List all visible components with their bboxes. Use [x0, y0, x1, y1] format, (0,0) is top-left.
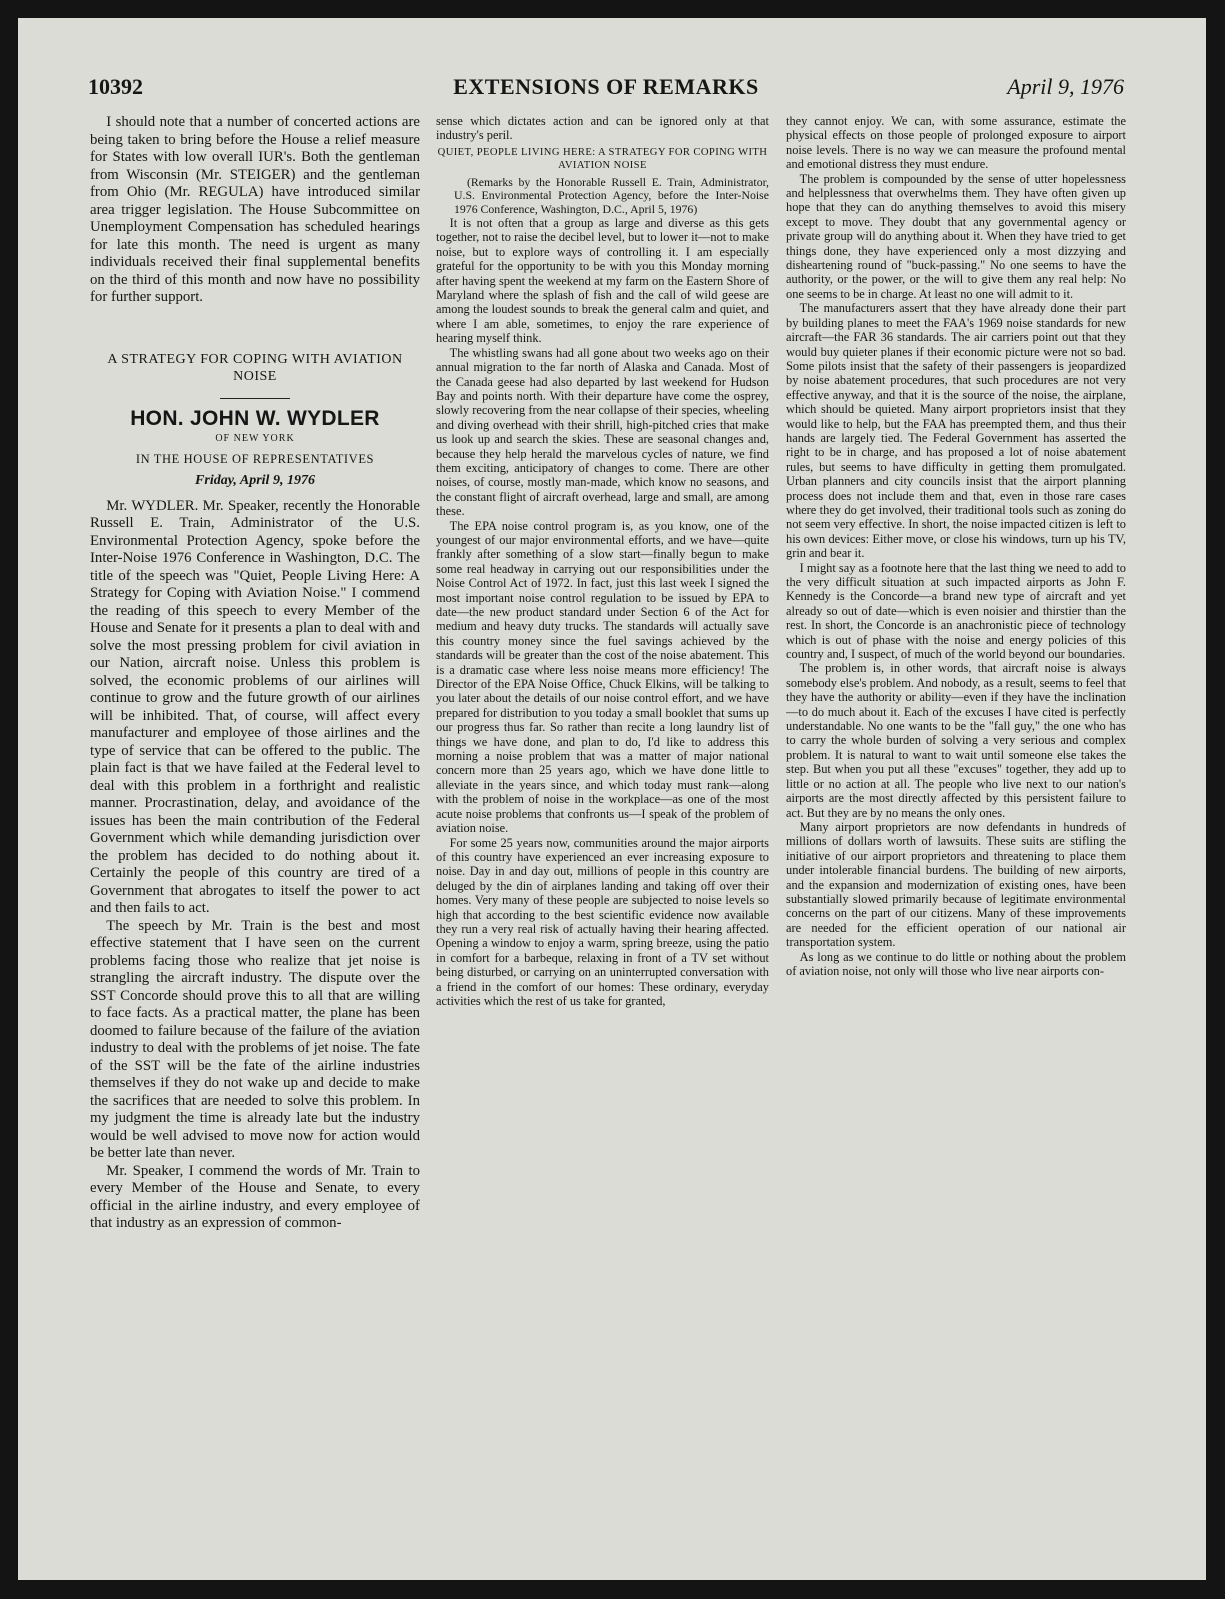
running-head	[88, 74, 1124, 110]
speech-date: Friday, April 9, 1976	[195, 473, 315, 488]
body-paragraph: I might say as a footnote here that the last thing we need to add to the very difficult situation at such impacted airports as John F. Kennedy is the Concorde—a brand new type of aircraft and yet already so out of date—which is even noisier and thirstier than the rest. In short, the Concorde is an anachronistic piece of technology which is out of phase with the noise and energy policies of this country and, I suspect, of much of the world beyond our boundaries.	[786, 560, 1126, 662]
header-date: April 9, 1976	[1007, 74, 1124, 99]
body-paragraph: The problem is, in other words, that aircraft noise is always somebody else's problem. And nobody, as a result, seems to feel that they have the authority or ability—even if they have the inclination—to do much about it. Each of the excuses I have cited is perfectly understandable. No one wants to be the "fall guy," the one who has to carry the whole burden of solving a very serious and complex problem. It is natural to want to wait until someone else takes the step. But when you put all these "excuses" together, they add up to little or no action at all. The people who live next to our nation's airports are the most directly affected by this persistent failure to act. But they are by no means the only ones.	[786, 661, 1126, 820]
body-paragraph: The speech by Mr. Train is the best and most effective statement that I have seen on the current problems facing those who realize that jet noise is strangling the aircraft industry. The dispute over the SST Concorde should prove this to all that are willing to face facts. As a practical matter, the plane has been doomed to failure because of the failure of the aviation industry to deal with the problems of jet noise. The fate of the SST will be the fate of the airline industries themselves if they do not wake up and decide to make the sacrifices that are needed to solve this problem. In my judgment the time is already late but the industry would be well advised to move now for action would be better late than never.	[90, 917, 420, 1161]
remarks-note: (Remarks by the Honorable Russell E. Train, Administrator, U.S. Environmental Protection Agency, before the Inter-Noise 1976 Conference, Washington, D.C., April 5, 1976)	[454, 174, 769, 216]
author-name: HON. JOHN W. WYDLER	[130, 406, 380, 430]
body-paragraph: Mr. Speaker, I commend the words of Mr. Train to every Member of the House and Senate, to every official in the airline industry, and every employee of that industry as an expression of common-	[90, 1162, 420, 1231]
body-paragraph: The EPA noise control program is, as you know, one of the youngest of our major environmental efforts, and we have—quite frankly after something of a slow start—finally begun to make some real headway in carrying out our responsibilities under the Noise Control Act of 1972. In fact, just this last week I signed the most important noise control regulation to be issued by EPA to date—the new product standard under Section 6 of the Act for medium and heavy duty trucks. The standards will actually save this country money since the fuel savings achieved by the standards will be greater than the cost of the noise abatement. This is a dramatic case where less noise means more efficiency! The Director of the EPA Noise Office, Chuck Elkins, will be talking to you later about the details of our noise control effort, and we have prepared for distribution to you today a small booklet that sums up our progress thus far. So rather than recite a long laundry list of things we have done, and plan to do, I'd like to address this morning a noise problem that was a matter of major national concern more than 25 years ago, which we have done little to alleviate in the years since, and which today must rank—along with the problem of noise in the workplace—as one of the most acute noise problems that confronts us—I speak of the problem of aviation noise.	[436, 518, 769, 836]
chamber-line: IN THE HOUSE OF REPRESENTATIVES	[135, 451, 375, 466]
column-2	[436, 114, 769, 1559]
section-title: EXTENSIONS OF REMARKS	[453, 74, 759, 99]
body-paragraph: Many airport proprietors are now defendants in hundreds of millions of dollars worth of lawsuits. These suits are stifling the initiative of our airport proprietors and threatening to place them under intolerable financial burdens. The building of new airports, and the expansion and modernization of existing ones, have been substantially slowed primarily because of legitimate environmental concerns on the part of our citizens. Many of these improvements are needed for the efficient operation of our national air transportation system.	[786, 819, 1126, 950]
body-paragraph: The whistling swans had all gone about two weeks ago on their annual migration to the far north of Alaska and Canada. Most of the Canada geese had also departed by last weekend for Hudson Bay and points north. With their departure have come the osprey, slowly recovering from the near collapse of their species, wheeling and diving overhead with their shrill, high-pitched cries that make us look up and search the skies. These are seasonal changes and, because they help herald the marvelous cycles of nature, we find them exciting, anticipatory of changes to come. There are other noises, of course, mostly man-made, which know no seasons, and the constant flight of aircraft overhead, large and small, are among these.	[436, 345, 769, 519]
body-paragraph: For some 25 years now, communities around the major airports of this country have experienced an ever increasing exposure to noise. Day in and day out, millions of people in this country are deluged by the din of airplanes landing and taking off over their homes. Very many of these people are subjected to noise levels so high that according to the best scientific evidence now available they run a very real risk of actually having their hearing affected. Opening a window to enjoy a warm, spring breeze, using the patio in comfort for a barbeque, relaxing in front of a TV set without being disturbed, or carrying on an uninterrupted conversation with a friend in the comfort of our homes: These ordinary, everyday activities which the rest of us take for granted,	[436, 835, 769, 1008]
body-paragraph: Mr. WYDLER. Mr. Speaker, recently the Honorable Russell E. Train, Administrator of the U.S. Environmental Protection Agency, spoke before the Inter-Noise 1976 Conference in Washington, D.C. The title of the speech was "Quiet, People Living Here: A Strategy for Coping with Aviation Noise." I commend the reading of this speech to every Member of the House and Senate for it presents a plan to deal with and solve the most pressing problem for civil aviation in our Nation, aircraft noise. Unless this problem is solved, the economic problems of our airlines will continue to grow and the future growth of our airlines will be inhibited. That, of course, will affect every manufacturer and employee of those airlines and the type of service that can be offered to the public. The plain fact is that we have failed at the Federal level to deal with this problem in a forthright and realistic manner. Procrastination, delay, and avoidance of the issues has been the main contribution of the Federal Government which while demanding jurisdiction over the problem has decided to do nothing about it. Certainly the people of this country are tired of a Government that abrogates to itself the power to act and then fails to act.	[90, 497, 420, 916]
column-3	[786, 114, 1126, 1559]
intro-paragraph: I should note that a number of concerted actions are being taken to bring before the House a relief measure for States with low overall IUR's. Both the gentleman from Wisconsin (Mr. STEIGER) and the gentleman from Ohio (Mr. REGULA) have introduced similar area trigger legislation. The House Subcommittee on Unemployment Compensation has scheduled hearings for late this month. The need is urgent as many individuals received their final supplemental benefits on the third of this month and now have no possibility for further support.	[90, 114, 420, 305]
body-paragraph: As long as we continue to do little or nothing about the problem of aviation noise, not only will those who live near airports con-	[786, 949, 1126, 978]
body-paragraph: The manufacturers assert that they have already done their part by building planes to meet the FAA's 1969 noise standards for new aircraft—the FAR 36 standards. The air carriers point out that they would buy quieter planes if their economic picture were not so bad. Some pilots insist that the safety of their passengers is jeopardized by noise abatement procedures, that such procedures are not very effective anyway, and that it is the source of the noise, the airplane, which should be quieted. Many airport proprietors insist that they would like to help, but the FAA has preempted them, and thus their hands are largely tied. The Federal Government has asserted the right to be in charge, and has proposed a lot of noise abatement rules, but seems to have difficulty in getting them promulgated. Urban planners and city councils insist that the airport planning process does not include them and that, even in those rare cases where they do get involved, their traditional tools such as zoning do not seem very effective. In short, the noise impacted citizen is left to his own devices: Either move, or close his windows, turn up his TV, grin and bear it.	[786, 301, 1126, 561]
document-page	[18, 18, 1206, 1580]
continued-paragraph: they cannot enjoy. We can, with some assurance, estimate the physical effects on those people of prolonged exposure to airport noise levels. There is no way we can measure the profound mental and emotional distress they must endure.	[786, 114, 1126, 172]
body-paragraph: It is not often that a group as large and diverse as this gets together, not to raise the decibel level, but to lower it—not to make noise, but to explore ways of controlling it. I am especially grateful for the opportunity to be with you this Monday morning after having spent the weekend at my farm on the Eastern Shore of Maryland where the splash of fish and the call of wild geese are among the loudest sounds to break the general calm and quiet, and where I am able, sometimes, to enjoy the rare experience of hearing myself think.	[436, 216, 769, 346]
continued-paragraph: sense which dictates action and can be ignored only at that industry's peril.	[436, 114, 769, 143]
speech-title: QUIET, PEOPLE LIVING HERE: A STRATEGY FOR COPING WITH AVIATION NOISE	[437, 146, 768, 171]
body-paragraph: The problem is compounded by the sense of utter hopelessness and helplessness that overwhelms them. They have often given up hope that they can do anything themselves to avoid this misery except to move. They doubt that any governmental agency or private group will do anything about it. When they have tried to get things done, they have experienced only a most dizzying and disheartening round of "buck-passing." No one seems to have the authority, or the power, or the will to give them any real help: No one seems to be in charge. At least no one will admit to it.	[786, 171, 1126, 301]
article-title: A STRATEGY FOR COPING WITH AVIATION NOISE	[107, 351, 403, 384]
page-number: 10392	[88, 74, 143, 99]
author-state: OF NEW YORK	[215, 433, 295, 444]
title-rule	[220, 398, 290, 399]
column-1	[90, 114, 420, 1559]
